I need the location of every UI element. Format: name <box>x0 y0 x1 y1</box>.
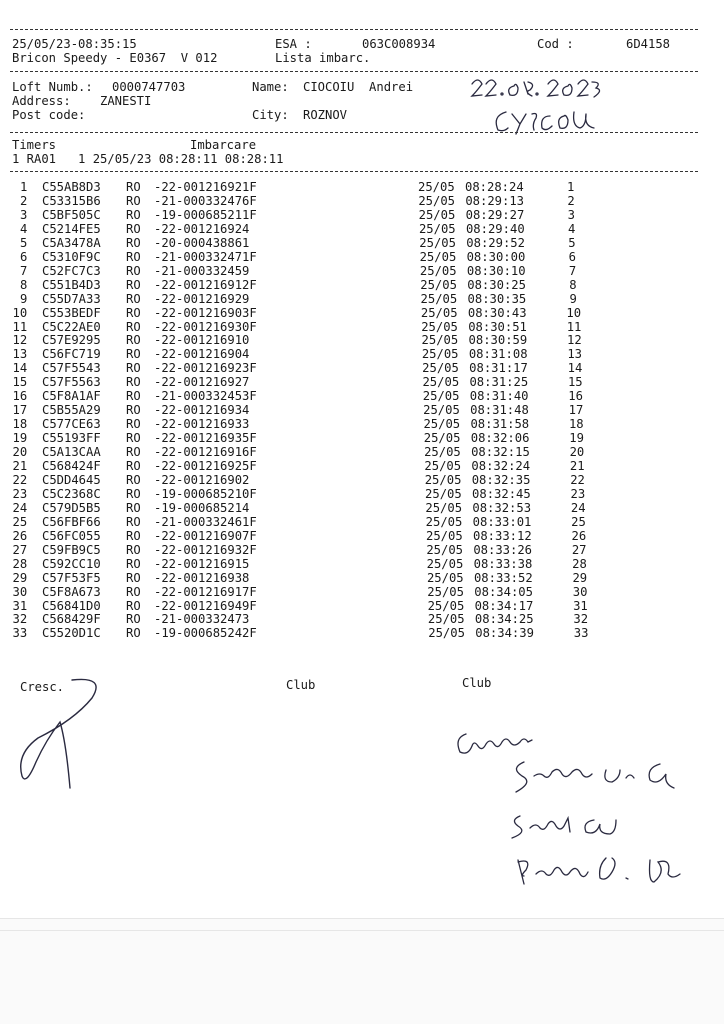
sequence-number: 23 <box>570 486 586 501</box>
table-row <box>0 487 724 501</box>
sequence-number: 6 <box>568 249 576 264</box>
arrival-date: 25/05 <box>420 277 457 292</box>
row-number: 9 <box>20 291 28 306</box>
table-row <box>0 250 724 264</box>
owner-name-value: CIOCOIU Andrei <box>303 80 414 94</box>
cod-label: Cod : <box>537 37 574 51</box>
arrival-date: 25/05 <box>424 445 461 460</box>
row-number: 5 <box>20 235 28 250</box>
row-number: 16 <box>12 389 28 404</box>
row-number: 6 <box>20 249 28 264</box>
ring-number: -22-001216949F <box>154 598 257 613</box>
ring-number: -22-001216912F <box>154 277 257 292</box>
arrival-date: 25/05 <box>420 305 458 320</box>
row-number: 28 <box>12 556 28 571</box>
owner-name-label: Name: <box>252 80 289 94</box>
row-number: 27 <box>12 542 28 557</box>
arrival-date: 25/05 <box>422 375 460 390</box>
table-row <box>0 180 724 194</box>
ring-number: -22-001216930F <box>154 319 257 334</box>
timers-label: Timers <box>12 138 57 152</box>
ring-code: C5A13CAA <box>42 445 101 460</box>
row-number: 10 <box>12 305 28 320</box>
ring-number: -22-001216921F <box>154 180 257 194</box>
ring-code: C57F53F5 <box>42 570 101 585</box>
ring-code: C57E9295 <box>42 333 101 348</box>
arrival-time: 08:34:17 <box>474 598 534 613</box>
table-row <box>0 347 724 361</box>
arrival-date: 25/05 <box>425 500 463 515</box>
table-row <box>0 375 724 389</box>
club-label-2: Club <box>462 676 492 690</box>
sequence-number: 30 <box>572 584 588 599</box>
table-row <box>0 599 724 613</box>
ring-code: C5F8A673 <box>42 584 101 599</box>
club-signature-1 <box>452 726 562 760</box>
ring-number: -19-000685210F <box>154 486 257 501</box>
city-value: ROZNOV <box>303 108 348 122</box>
arrival-time: 08:31:08 <box>468 347 528 362</box>
ring-code: C568424F <box>42 459 101 473</box>
arrival-time: 08:30:59 <box>468 333 528 348</box>
timers-dashed-rule <box>10 171 698 172</box>
sequence-number: 26 <box>571 528 587 543</box>
arrival-date: 25/05 <box>426 556 464 571</box>
ring-number: -22-001216923F <box>154 361 257 376</box>
postcode-label: Post code: <box>12 108 86 122</box>
ring-number: -22-001216907F <box>154 528 257 543</box>
ring-code: C57F5563 <box>42 375 101 390</box>
table-row <box>0 431 724 445</box>
arrival-date: 25/05 <box>421 347 459 362</box>
ring-code: C59FB9C5 <box>42 542 101 557</box>
sequence-number: 16 <box>568 389 583 404</box>
table-row <box>0 445 724 459</box>
ring-code: C5A3478A <box>42 235 101 250</box>
sequence-number: 7 <box>568 263 577 278</box>
row-number: 32 <box>12 612 28 627</box>
ring-number: -22-001216903F <box>154 305 257 320</box>
row-number: 18 <box>12 417 28 432</box>
ring-code: C56FC719 <box>42 347 101 362</box>
arrival-date: 25/05 <box>422 361 459 376</box>
country-code: RO <box>126 626 141 641</box>
cod-value: 6D4158 <box>626 37 671 51</box>
sequence-number: 20 <box>569 445 585 460</box>
country-code: RO <box>126 598 141 613</box>
arrival-time: 08:32:35 <box>471 472 531 487</box>
table-row <box>0 417 724 431</box>
arrival-date: 25/05 <box>419 235 456 250</box>
ring-code: C553BEDF <box>42 305 101 320</box>
ring-code: C56FC055 <box>42 528 101 543</box>
ring-code: C5214FE5 <box>42 221 101 236</box>
list-title: Lista imbarc. <box>275 51 371 65</box>
ring-code: C55D7A33 <box>42 291 101 306</box>
ring-number: -21-000332461F <box>154 514 257 529</box>
sequence-number: 9 <box>569 291 577 306</box>
ring-code: C5C22AE0 <box>42 319 101 334</box>
country-code: RO <box>126 180 141 194</box>
sequence-number: 14 <box>567 361 583 376</box>
sequence-number: 29 <box>572 570 588 585</box>
country-code: RO <box>126 486 141 501</box>
ring-number: -22-001216917F <box>154 584 257 599</box>
arrival-date: 25/05 <box>425 514 463 529</box>
row-number: 17 <box>12 403 28 418</box>
country-code: RO <box>126 472 141 487</box>
country-code: RO <box>126 305 141 320</box>
arrival-date: 25/05 <box>418 207 456 222</box>
table-row <box>0 585 724 599</box>
country-code: RO <box>126 221 141 236</box>
ring-number: -22-001216925F <box>154 459 257 473</box>
arrival-time: 08:29:52 <box>466 235 525 250</box>
table-row <box>0 403 724 417</box>
arrival-date: 25/05 <box>424 459 462 473</box>
arrival-time: 08:32:45 <box>472 486 531 501</box>
ring-number: -22-001216904 <box>154 347 250 362</box>
sequence-number: 27 <box>571 542 587 557</box>
row-number: 13 <box>12 347 28 362</box>
row-number: 33 <box>12 626 28 641</box>
ring-code: C53315B6 <box>42 193 101 208</box>
ring-code: C57F5543 <box>42 361 101 376</box>
arrival-date: 25/05 <box>419 249 457 264</box>
row-number: 14 <box>12 361 28 376</box>
scan-edge-line-2 <box>0 930 724 931</box>
country-code: RO <box>126 347 141 362</box>
country-code: RO <box>126 249 141 264</box>
arrival-date: 25/05 <box>424 472 462 487</box>
ring-number: -19-000685242F <box>154 626 257 641</box>
arrival-time: 08:33:38 <box>473 556 533 571</box>
arrival-time: 08:31:40 <box>469 389 529 404</box>
ring-number: -21-000332476F <box>154 193 257 208</box>
ring-code: C56FBF66 <box>42 514 101 529</box>
country-code: RO <box>126 459 141 473</box>
loft-number-label: Loft Numb.: <box>12 80 93 94</box>
table-row <box>0 264 724 278</box>
print-datetime: 25/05/23-08:35:15 <box>12 37 137 51</box>
sequence-number: 3 <box>567 207 575 222</box>
arrival-time: 08:28:24 <box>465 180 524 194</box>
timer-entry: 1 RA01 1 25/05/23 08:28:11 08:28:11 <box>12 152 284 166</box>
arrival-date: 25/05 <box>427 612 465 627</box>
arrival-date: 25/05 <box>425 486 462 501</box>
ring-number: -19-000685211F <box>154 207 257 222</box>
table-row <box>0 626 724 640</box>
arrival-time: 08:33:01 <box>472 514 532 529</box>
ring-number: -22-001216933 <box>154 417 250 432</box>
scan-edge-line <box>0 918 724 919</box>
address-label: Address: <box>12 94 71 108</box>
ring-number: -22-001216924 <box>154 221 250 236</box>
ring-code: C5C2368C <box>42 486 101 501</box>
ring-number: -20-000438861 <box>154 235 250 250</box>
table-row <box>0 459 724 473</box>
sequence-number: 13 <box>567 347 583 362</box>
table-row <box>0 557 724 571</box>
ring-code: C5F8A1AF <box>42 389 101 404</box>
country-code: RO <box>126 514 141 529</box>
ring-code: C52FC7C3 <box>42 263 101 278</box>
arrival-time: 08:33:26 <box>473 542 533 557</box>
arrival-time: 08:31:25 <box>469 375 529 390</box>
arrival-date: 25/05 <box>418 193 455 208</box>
table-row <box>0 222 724 236</box>
club-signature-3 <box>508 806 668 842</box>
row-number: 26 <box>12 528 28 543</box>
row-number: 1 <box>20 180 28 194</box>
ring-number: -22-001216902 <box>154 472 250 487</box>
arrival-date: 25/05 <box>422 389 460 404</box>
country-code: RO <box>126 500 141 515</box>
ring-number: -22-001216935F <box>154 431 257 446</box>
ring-number: -22-001216929 <box>154 291 250 306</box>
club-signature-2 <box>510 756 710 796</box>
arrival-date: 25/05 <box>418 221 456 236</box>
country-code: RO <box>126 333 141 348</box>
cresc-label: Cresc. <box>20 680 65 694</box>
table-row <box>0 543 724 557</box>
row-number: 31 <box>12 598 28 613</box>
country-code: RO <box>126 235 141 250</box>
device-info: Bricon Speedy - E0367 V 012 <box>12 51 218 65</box>
ring-code: C5DD4645 <box>42 472 101 487</box>
arrival-time: 08:30:00 <box>466 249 526 264</box>
arrival-date: 25/05 <box>426 542 463 557</box>
country-code: RO <box>126 542 141 557</box>
country-code: RO <box>126 417 141 432</box>
club-label-1: Club <box>286 678 316 692</box>
country-code: RO <box>126 193 141 208</box>
ring-number: -22-001216910 <box>154 333 250 348</box>
arrival-date: 25/05 <box>421 333 459 348</box>
row-number: 11 <box>12 319 28 334</box>
owner-dashed-rule <box>10 132 698 133</box>
ring-number: -22-001216934 <box>154 403 250 418</box>
handwritten-date <box>462 72 612 100</box>
table-row <box>0 306 724 320</box>
ring-code: C592CC10 <box>42 556 101 571</box>
loft-number-value: 0000747703 <box>112 80 186 94</box>
row-number: 15 <box>12 375 28 390</box>
arrival-date: 25/05 <box>423 403 460 418</box>
ring-number: -22-001216932F <box>154 542 257 557</box>
arrival-time: 08:29:27 <box>465 207 525 222</box>
arrival-date: 25/05 <box>421 319 458 334</box>
table-row <box>0 320 724 334</box>
arrival-time: 08:32:24 <box>471 459 531 473</box>
country-code: RO <box>126 375 141 390</box>
table-row <box>0 473 724 487</box>
arrival-time: 08:31:58 <box>470 417 530 432</box>
row-number: 29 <box>12 570 28 585</box>
country-code: RO <box>126 584 141 599</box>
sequence-number: 24 <box>570 500 586 515</box>
country-code: RO <box>126 361 141 376</box>
ring-code: C5BF505C <box>42 207 101 222</box>
sequence-number: 19 <box>569 431 584 446</box>
ring-number: -21-000332471F <box>154 249 257 264</box>
table-row <box>0 529 724 543</box>
country-code: RO <box>126 277 141 292</box>
row-number: 3 <box>20 207 28 222</box>
table-row <box>0 501 724 515</box>
sequence-number: 10 <box>566 305 582 320</box>
country-code: RO <box>126 570 141 585</box>
ring-code: C56841D0 <box>42 598 101 613</box>
table-row <box>0 571 724 585</box>
table-row <box>0 515 724 529</box>
scan-lower-area <box>0 918 724 1024</box>
sequence-number: 2 <box>567 193 575 208</box>
arrival-date: 25/05 <box>427 584 464 599</box>
row-number: 2 <box>20 193 28 208</box>
imbarcare-label: Imbarcare <box>190 138 257 152</box>
sequence-number: 12 <box>567 333 582 348</box>
row-number: 21 <box>12 459 28 473</box>
arrival-time: 08:34:39 <box>475 626 534 641</box>
row-number: 25 <box>12 514 28 529</box>
sequence-number: 15 <box>567 375 583 390</box>
arrival-time: 08:32:06 <box>470 431 530 446</box>
address-value: ZANESTI <box>100 94 152 108</box>
table-row <box>0 236 724 250</box>
table-row <box>0 194 724 208</box>
ring-code: C568429F <box>42 612 101 627</box>
row-number: 19 <box>12 431 28 446</box>
arrival-time: 08:33:52 <box>473 570 533 585</box>
country-code: RO <box>126 612 141 627</box>
country-code: RO <box>126 431 141 446</box>
table-row <box>0 278 724 292</box>
arrival-time: 08:30:35 <box>467 291 527 306</box>
row-number: 8 <box>20 277 28 292</box>
esa-value: 063C008934 <box>362 37 436 51</box>
arrival-date: 25/05 <box>426 528 463 543</box>
arrival-time: 08:32:15 <box>471 445 530 460</box>
arrival-date: 25/05 <box>423 431 461 446</box>
sequence-number: 18 <box>568 417 584 432</box>
ring-code: C55193FF <box>42 431 101 446</box>
city-label: City: <box>252 108 289 122</box>
sequence-number: 32 <box>573 612 589 627</box>
country-code: RO <box>126 207 141 222</box>
table-row <box>0 292 724 306</box>
sequence-number: 21 <box>569 459 585 473</box>
table-row <box>0 333 724 347</box>
row-number: 22 <box>12 472 28 487</box>
sequence-number: 25 <box>571 514 586 529</box>
ring-code: C5B55A29 <box>42 403 101 418</box>
country-code: RO <box>126 389 141 404</box>
ring-number: -21-000332459 <box>154 263 250 278</box>
country-code: RO <box>126 291 141 306</box>
arrival-time: 08:33:12 <box>473 528 532 543</box>
arrival-time: 08:29:13 <box>465 193 525 208</box>
table-row <box>0 208 724 222</box>
breeder-signature <box>10 672 110 792</box>
sequence-number: 11 <box>566 319 582 334</box>
ring-number: -22-001216927 <box>154 375 250 390</box>
arrival-date: 25/05 <box>426 570 464 585</box>
esa-label: ESA : <box>275 37 312 51</box>
sequence-number: 28 <box>572 556 587 571</box>
sequence-number: 4 <box>567 221 576 236</box>
sequence-number: 17 <box>568 403 584 418</box>
club-signature-4 <box>510 852 700 892</box>
table-row <box>0 612 724 626</box>
arrival-date: 25/05 <box>423 417 461 432</box>
sequence-number: 31 <box>573 598 588 613</box>
arrival-time: 08:32:53 <box>472 500 532 515</box>
arrival-time: 08:30:51 <box>468 319 527 334</box>
sequence-number: 22 <box>570 472 585 487</box>
arrival-date: 25/05 <box>420 291 458 306</box>
arrival-date: 25/05 <box>427 598 465 613</box>
ring-number: -22-001216915 <box>154 556 250 571</box>
ring-number: -22-001216938 <box>154 570 250 585</box>
arrival-date: 25/05 <box>419 263 457 278</box>
row-number: 4 <box>20 221 28 236</box>
row-number: 23 <box>12 486 28 501</box>
arrival-time: 08:31:48 <box>470 403 529 418</box>
row-number: 12 <box>12 333 28 348</box>
ring-code: C5520D1C <box>42 626 101 641</box>
table-row <box>0 361 724 375</box>
arrival-date: 25/05 <box>418 180 455 194</box>
ring-code: C55AB8D3 <box>42 180 101 194</box>
country-code: RO <box>126 556 141 571</box>
ring-number: -21-000332453F <box>154 389 257 404</box>
country-code: RO <box>126 403 141 418</box>
country-code: RO <box>126 319 141 334</box>
row-number: 30 <box>12 584 28 599</box>
ring-code: C577CE63 <box>42 417 101 432</box>
ring-code: C579D5B5 <box>42 500 101 515</box>
arrival-time: 08:29:40 <box>465 221 525 236</box>
arrival-time: 08:30:25 <box>467 277 526 292</box>
country-code: RO <box>126 528 141 543</box>
arrival-time: 08:30:43 <box>467 305 527 320</box>
sequence-number: 5 <box>568 235 576 250</box>
arrival-time: 08:34:25 <box>474 612 534 627</box>
arrival-time: 08:30:10 <box>466 263 526 278</box>
country-code: RO <box>126 445 141 460</box>
row-number: 7 <box>20 263 28 278</box>
top-dashed-rule <box>10 29 698 30</box>
ring-code: C5310F9C <box>42 249 101 264</box>
table-row <box>0 389 724 403</box>
ring-number: -22-001216916F <box>154 445 257 460</box>
row-number: 24 <box>12 500 28 515</box>
ring-number: -19-000685214 <box>154 500 250 515</box>
ring-code: C551B4D3 <box>42 277 101 292</box>
sequence-number: 8 <box>569 277 577 292</box>
sequence-number: 1 <box>567 180 575 194</box>
row-number: 20 <box>12 445 28 460</box>
arrival-time: 08:34:05 <box>474 584 533 599</box>
arrival-time: 08:31:17 <box>469 361 528 376</box>
arrival-date: 25/05 <box>428 626 465 641</box>
ring-number: -21-000332473 <box>154 612 250 627</box>
sequence-number: 33 <box>573 626 589 641</box>
country-code: RO <box>126 263 141 278</box>
